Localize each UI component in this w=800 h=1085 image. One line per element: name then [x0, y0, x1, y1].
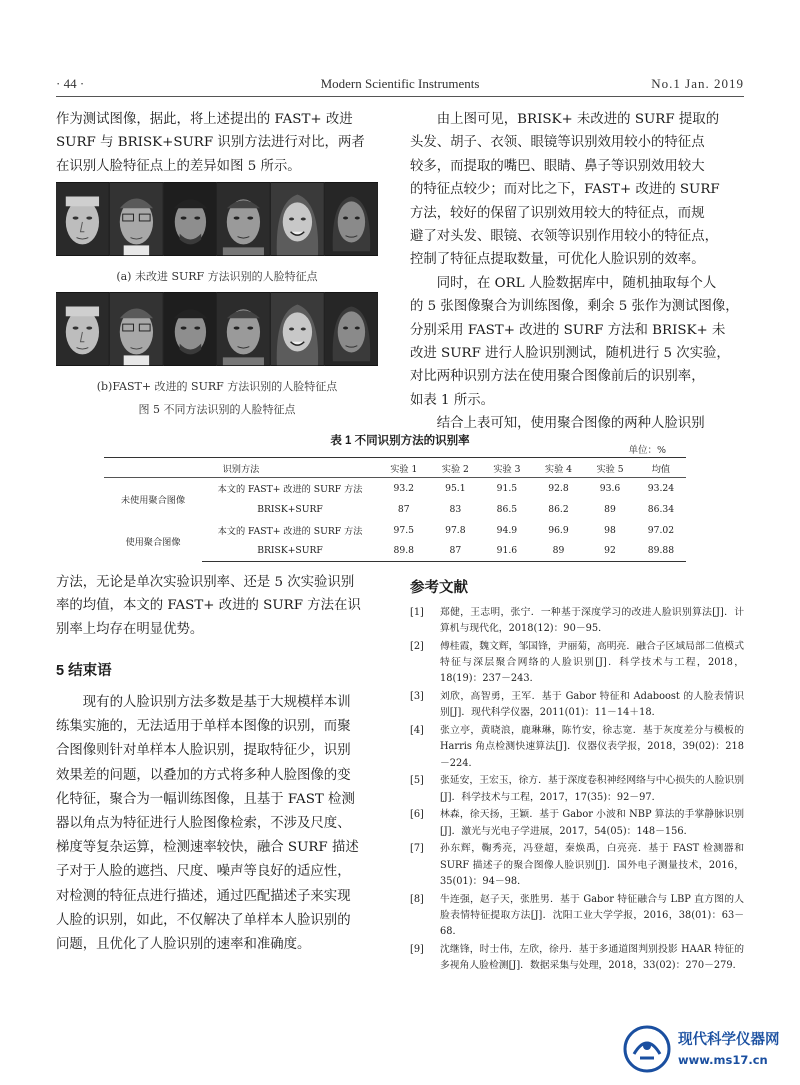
text-line: 梯度等复杂运算，检测速率较快，融合 SURF 描述 — [56, 840, 359, 856]
table-header-cell: 实验 1 — [378, 458, 430, 478]
reference-number: [2] — [410, 641, 424, 652]
face-image — [217, 182, 271, 256]
text-line: 头发、胡子、衣领、眼镜等识别效用较小的特征点 — [410, 135, 705, 151]
text-line: 在识别人脸特征点上的差异如图 5 所示。 — [56, 158, 301, 174]
text-line: 避了对头发、眼镜、衣领等识别作用较小的特征点， — [410, 229, 718, 245]
reference-number: [3] — [410, 691, 424, 703]
text-line: 效果差的问题，以叠加的方式将多种人脸图像的变 — [56, 767, 351, 783]
table-header-cell: 均值 — [636, 458, 686, 478]
site-watermark — [620, 1022, 788, 1082]
reference-number: [9] — [410, 943, 424, 955]
text-line: 的 5 张图像聚合为训练图像，剩余 5 张作为测试图像， — [410, 299, 739, 315]
reference-text: 牛连强，赵子天，张胜男．基于 Gabor 特征融合与 LBP 直方图的人脸表情特征提取方法[J]．沈阳工业大学学报，2016，38(01)：63－68． — [440, 893, 744, 938]
reference-item — [410, 639, 744, 688]
table-cell: 89.8 — [378, 541, 430, 562]
left-after-table-paragraph — [56, 571, 378, 641]
watermark-url: www.ms17.cn — [678, 1053, 768, 1067]
watermark-logo-icon — [622, 1024, 672, 1074]
reference-item — [410, 605, 744, 637]
reference-text: 张延安，王宏玉，徐方．基于深度卷积神经网络与中心损失的人脸识别[J]．科学技术与工程，2017，17(35)：92－97． — [440, 775, 744, 803]
table-cell: 92.8 — [548, 482, 569, 494]
text-line: 改进 SURF 进行人脸识别测试，随机进行 5 次实验， — [410, 346, 730, 362]
text-line: 率的均值，本文的 FAST+ 改进的 SURF 方法在识 — [56, 598, 361, 614]
table-cell: 83 — [449, 503, 462, 515]
text-line: 器以角点为特征进行人脸图像检索，不涉及尺度、 — [56, 816, 351, 832]
table-cell: 89 — [604, 503, 616, 515]
table-cell: 87 — [397, 503, 410, 515]
table-cell: 87 — [430, 541, 482, 562]
text-line: 对比两种识别方法在使用聚合图像前后的识别率， — [410, 369, 705, 385]
table-cell: 96.9 — [548, 524, 569, 536]
table-header-cell: 实验 4 — [533, 458, 585, 478]
table-method-cell: BRISK+SURF — [202, 541, 378, 562]
text-line: 方法，较好的保留了识别效用较大的特征点，而规 — [410, 205, 705, 221]
header-rule — [56, 96, 744, 97]
reference-text: 沈继锋，时士伟，左欣，徐丹．基于多通道图判别投影 HAAR 特征的多视角人脸检测[J]．数据采集与处理，2018，33(02)：270－279． — [440, 943, 744, 972]
table-cell: 93.24 — [647, 482, 675, 494]
text-line: 对检测的特征点进行描述，通过匹配描述子来实现 — [56, 888, 351, 904]
page-number: · 44 · — [56, 76, 85, 91]
text-line: 同时，在 ORL 人脸数据库中，随机抽取每个人 — [436, 275, 717, 291]
reference-number: [8] — [410, 893, 424, 905]
table-cell: 97.5 — [393, 524, 415, 536]
table-cell: 94.9 — [496, 524, 518, 536]
reference-text: 孙东辉，鞠秀亮，冯登超，秦焕禹，白亮亮．基于 FAST 检测器和 SURF 描述子的聚合图像人脸识别[J]．国外电子测量技术，2016，35(01)：94－98． — [440, 843, 744, 887]
reference-text: 傅桂霞，魏文辉，邹国锋，尹丽菊，高明亮．融合子区域局部二值模式特征与深层聚合网络的人脸识别[J]．科学技术与工程，2018，18(19)：237－243． — [440, 641, 744, 685]
face-image — [110, 292, 164, 366]
reference-text: 刘欣，高智勇，王军．基于 Gabor 特征和 Adaboost 的人脸表情识别[J]．现代科学仪器，2011(01)：11－14＋18． — [440, 691, 744, 719]
text-line: 的特征点较少；而对比之下，FAST+ 改进的 SURF — [410, 182, 720, 198]
watermark-name: 现代科学仪器网 — [678, 1032, 780, 1048]
text-line: 现有的人脸识别方法多数是基于大规模样本训 — [82, 695, 351, 710]
text-line: 控制了特征点提取数量，可优化人脸识别的效率。 — [410, 252, 705, 268]
reference-item — [410, 807, 744, 839]
text-line: 由上图可见，BRISK+ 未改进的 SURF 提取的 — [436, 112, 720, 127]
text-line: 练集实施的，无法适用于单样本图像的识别，而聚 — [56, 719, 351, 735]
text-line: 人脸的识别，如此，不仅解决了单样本人脸识别的 — [56, 912, 351, 928]
reference-item — [410, 942, 744, 974]
figure-title: 图 5 不同方法识别的人脸特征点 — [138, 403, 296, 416]
table-cell: 86.5 — [496, 503, 518, 515]
reference-text: 林森，徐天扬，王颖．基于 Gabor 小波和 NBP 算法的手掌静脉识别[J]．激光与光电子学进展，2017，54(05)：148－156． — [440, 809, 744, 837]
reference-item — [410, 773, 744, 805]
reference-item — [410, 892, 744, 941]
table-cell: 89.88 — [636, 541, 686, 562]
reference-number: [4] — [410, 725, 424, 737]
text-line: 方法，无论是单次实验识别率、还是 5 次实验识别 — [56, 575, 355, 590]
journal-name: Modern Scientific Instruments — [320, 76, 480, 91]
figure-caption-b: (b)FAST+ 改进的 SURF 方法识别的人脸特征点 — [96, 380, 338, 393]
face-image — [325, 292, 378, 366]
reference-text: 郑健，王志明，张宁．一种基于深度学习的改进人脸识别算法[J]．计算机与现代化，2018(12)：90－95． — [440, 607, 744, 635]
face-image — [164, 182, 218, 256]
table-cell: 89 — [533, 541, 585, 562]
table-method-cell: 本文的 FAST+ 改进的 SURF 方法 — [217, 526, 363, 537]
text-line: 问题，且优化了人脸识别的速率和准确度。 — [56, 937, 311, 953]
reference-number: [1] — [410, 607, 424, 618]
reference-number: [7] — [410, 843, 424, 855]
table-method-cell: BRISK+SURF — [257, 503, 323, 515]
references-heading: 参考文献 — [410, 580, 468, 596]
table-row — [104, 478, 686, 499]
table-header-cell: 实验 2 — [430, 458, 482, 478]
reference-text: 张立亭，黄晓浪，鹿琳琳，陈竹安，徐志宽．基于灰度差分与模板的 Harris 角点检测快速算法[J]．仪器仪表学报，2018，39(02)：218－224． — [440, 725, 744, 769]
table-group-label: 使用聚合图像 — [125, 536, 181, 548]
table-header-cell: 实验 3 — [481, 458, 533, 478]
table-cell: 93.2 — [393, 482, 415, 494]
face-image — [56, 182, 110, 256]
table-header-row — [104, 458, 686, 478]
recognition-rate-table — [104, 457, 686, 562]
text-line: 合图像则针对单样本人脸识别，提取特征少，识别 — [56, 743, 351, 759]
right-column-text — [410, 108, 744, 436]
face-image — [325, 182, 378, 256]
table-method-cell: 本文的 FAST+ 改进的 SURF 方法 — [217, 484, 363, 496]
text-line: SURF 与 BRISK+SURF 识别方法进行对比，两者 — [56, 135, 365, 151]
conclusion-heading: 5 结束语 — [56, 663, 112, 679]
face-image — [271, 292, 325, 366]
reference-item — [410, 841, 744, 890]
issue-info: No.1 Jan. 2019 — [651, 76, 744, 91]
conclusion-paragraph — [56, 691, 378, 957]
table-header-cell: 识别方法 — [104, 458, 378, 478]
text-line: 结合上表可知，使用聚合图像的两种人脸识别 — [436, 416, 705, 432]
running-header — [56, 76, 744, 92]
face-image — [271, 182, 325, 256]
text-line: 作为测试图像，据此，将上述提出的 FAST+ 改进 — [56, 112, 353, 127]
face-image-row-b — [56, 292, 378, 366]
face-image — [56, 292, 110, 366]
text-line: 化特征，聚合为一幅训练图像，且基于 FAST 检测 — [56, 791, 355, 807]
text-line: 子对于人脸的遮挡、尺度、噪声等良好的适应性， — [56, 864, 351, 880]
table-cell: 95.1 — [445, 482, 466, 494]
text-line: 如表 1 所示。 — [410, 392, 494, 408]
table-cell: 92 — [584, 541, 636, 562]
face-image-row-a — [56, 182, 378, 256]
text-line: 较多，而提取的嘴巴、眼睛、鼻子等识别效用较大 — [410, 158, 705, 174]
reference-number: [5] — [410, 775, 424, 787]
reference-item — [410, 689, 744, 721]
face-image — [110, 182, 164, 256]
table-cell: 98 — [604, 524, 616, 536]
table-header-cell: 实验 5 — [584, 458, 636, 478]
table-cell: 86.34 — [647, 503, 675, 515]
face-image — [164, 292, 218, 366]
reference-number: [6] — [410, 809, 424, 821]
text-line: 别率上均存在明显优势。 — [56, 621, 204, 637]
reference-item — [410, 723, 744, 772]
table-cell: 86.2 — [548, 503, 569, 515]
table-group-label: 未使用聚合图像 — [120, 494, 186, 506]
table-row — [104, 520, 686, 541]
table-cell: 91.5 — [496, 482, 518, 494]
face-image — [217, 292, 271, 366]
table-cell: 91.6 — [481, 541, 533, 562]
table-cell: 93.6 — [599, 482, 621, 494]
table-cell: 97.02 — [647, 524, 675, 536]
table-title: 表 1 不同识别方法的识别率 — [330, 435, 470, 447]
left-intro-paragraph — [56, 108, 378, 178]
table-unit: 单位：% — [628, 445, 666, 456]
reference-list — [410, 605, 744, 976]
table-cell: 97.8 — [445, 524, 466, 536]
figure-caption-a: (a) 未改进 SURF 方法识别的人脸特征点 — [116, 270, 318, 283]
text-line: 分别采用 FAST+ 改进的 SURF 方法和 BRISK+ 未 — [410, 322, 726, 338]
